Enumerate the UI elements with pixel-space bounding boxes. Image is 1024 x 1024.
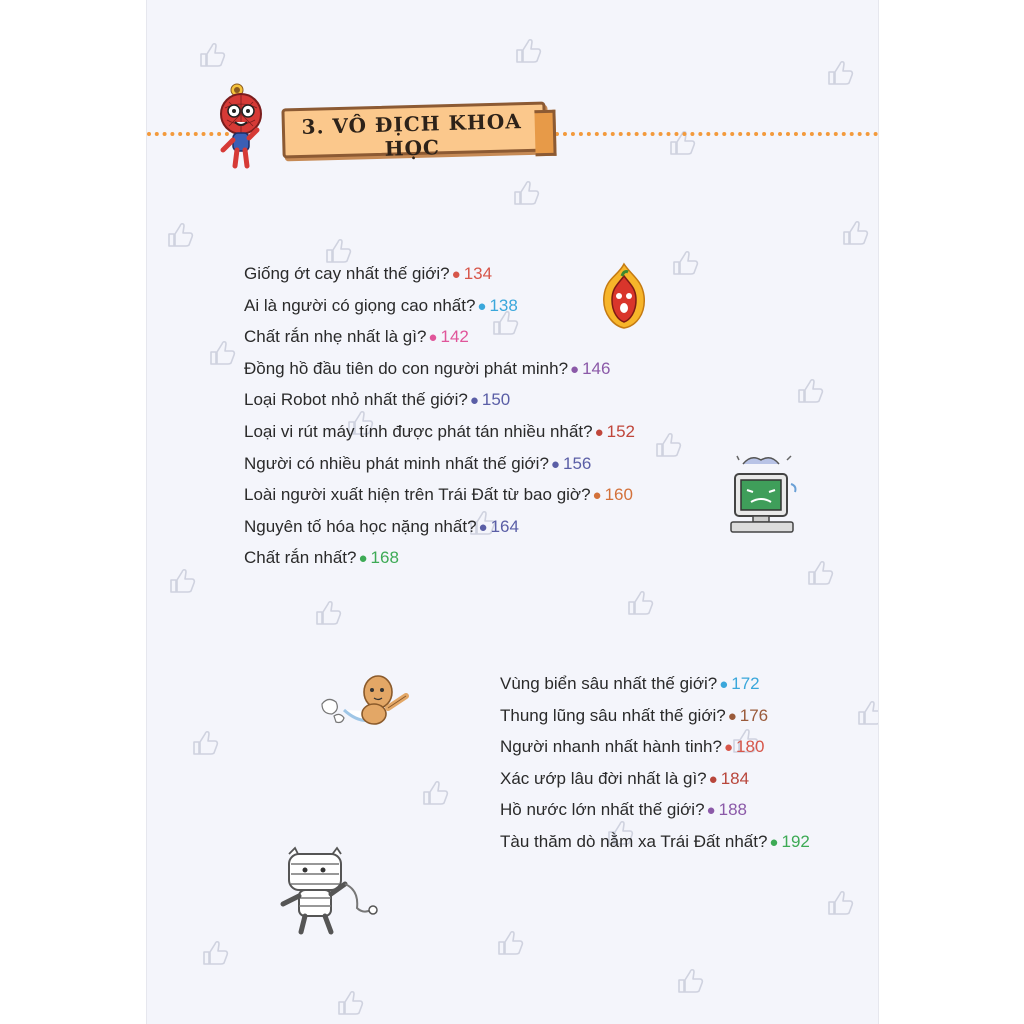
list-item[interactable]: Tàu thăm dò nằm xa Trái Đất nhất? ● 192: [500, 831, 810, 851]
page-number: 138: [489, 295, 518, 315]
list-item[interactable]: Hồ nước lớn nhất thế giới? ● 188: [500, 800, 747, 820]
bullet-dot: ●: [706, 802, 716, 820]
bullet-dot: ●: [358, 550, 368, 568]
page-number: 176: [739, 705, 769, 725]
bullet-dot: ●: [451, 266, 461, 283]
bullet-dot: ●: [428, 329, 438, 347]
list-item[interactable]: Giống ớt cay nhất thế giới? ● 134: [244, 264, 493, 283]
page-number: 180: [736, 737, 765, 757]
list-item[interactable]: Thung lũng sâu nhất thế giới? ● 176: [500, 705, 769, 725]
list-item[interactable]: Người có nhiều phát minh nhất thế giới? ● 156: [244, 453, 592, 473]
bullet-dot: ●: [727, 707, 737, 725]
question-list-top: [244, 258, 635, 574]
page-number: 192: [781, 831, 810, 851]
list-item[interactable]: Chất rắn nhất? ● 168: [244, 548, 399, 568]
flaming-pepper: [598, 262, 650, 330]
list-item[interactable]: Xác ướp lâu đời nhất là gì? ● 184: [500, 768, 750, 788]
list-item[interactable]: Người nhanh nhất hành tinh? ● 180: [500, 737, 765, 757]
bullet-dot: ●: [469, 392, 479, 410]
question-list-bottom: [500, 668, 810, 858]
page-number: 160: [604, 485, 633, 505]
bullet-dot: ●: [550, 455, 560, 473]
list-item[interactable]: Nguyên tố hóa học nặng nhất? ● 164: [244, 516, 519, 536]
bullet-dot: ●: [570, 360, 580, 378]
page-number: 142: [440, 327, 469, 347]
section-title: 3. VÔ ĐỊCH KHOA HỌC: [301, 109, 523, 161]
running-cookie-character: [314, 670, 424, 734]
banner-flap: [534, 110, 556, 157]
list-item[interactable]: Loại vi rút máy tính được phát tán nhiều nhất? ● 152: [244, 421, 636, 441]
bullet-dot: ●: [594, 423, 604, 441]
bullet-dot: ●: [708, 770, 718, 788]
list-item[interactable]: Loại Robot nhỏ nhất thế giới? ● 150: [244, 390, 511, 410]
page-number: 146: [582, 358, 611, 378]
bullet-dot: ●: [478, 518, 488, 536]
bullet-dot: ●: [723, 739, 734, 757]
page-number: 172: [731, 674, 760, 693]
page-number: 188: [718, 800, 747, 820]
bullet-dot: ●: [719, 676, 729, 693]
dotted-rule-right: [555, 132, 878, 136]
spider-hero-mascot: [217, 78, 287, 174]
page-number: 152: [606, 421, 636, 441]
page-number: 150: [481, 390, 511, 410]
page-number: 184: [720, 768, 750, 788]
list-item[interactable]: Loài người xuất hiện trên Trái Đất từ bao giờ? ● 160: [244, 485, 633, 505]
page-number: 168: [370, 548, 399, 568]
list-item[interactable]: Đồng hồ đầu tiên do con người phát minh? ● 146: [244, 358, 611, 378]
mummy-cat: [279, 846, 383, 936]
list-item[interactable]: Vùng biển sâu nhất thế giới? ● 172: [500, 674, 760, 693]
sick-computer: [725, 452, 801, 536]
bullet-dot: ●: [477, 297, 487, 315]
list-item[interactable]: Ai là người có giọng cao nhất? ● 138: [244, 295, 518, 315]
list-item[interactable]: Chất rắn nhẹ nhất là gì? ● 142: [244, 327, 469, 347]
book-page: [147, 0, 878, 1024]
page-number: 134: [463, 264, 493, 283]
page-number: 156: [562, 453, 592, 473]
bullet-dot: ●: [769, 833, 779, 851]
bullet-dot: ●: [592, 487, 602, 505]
page-number: 164: [490, 516, 519, 536]
